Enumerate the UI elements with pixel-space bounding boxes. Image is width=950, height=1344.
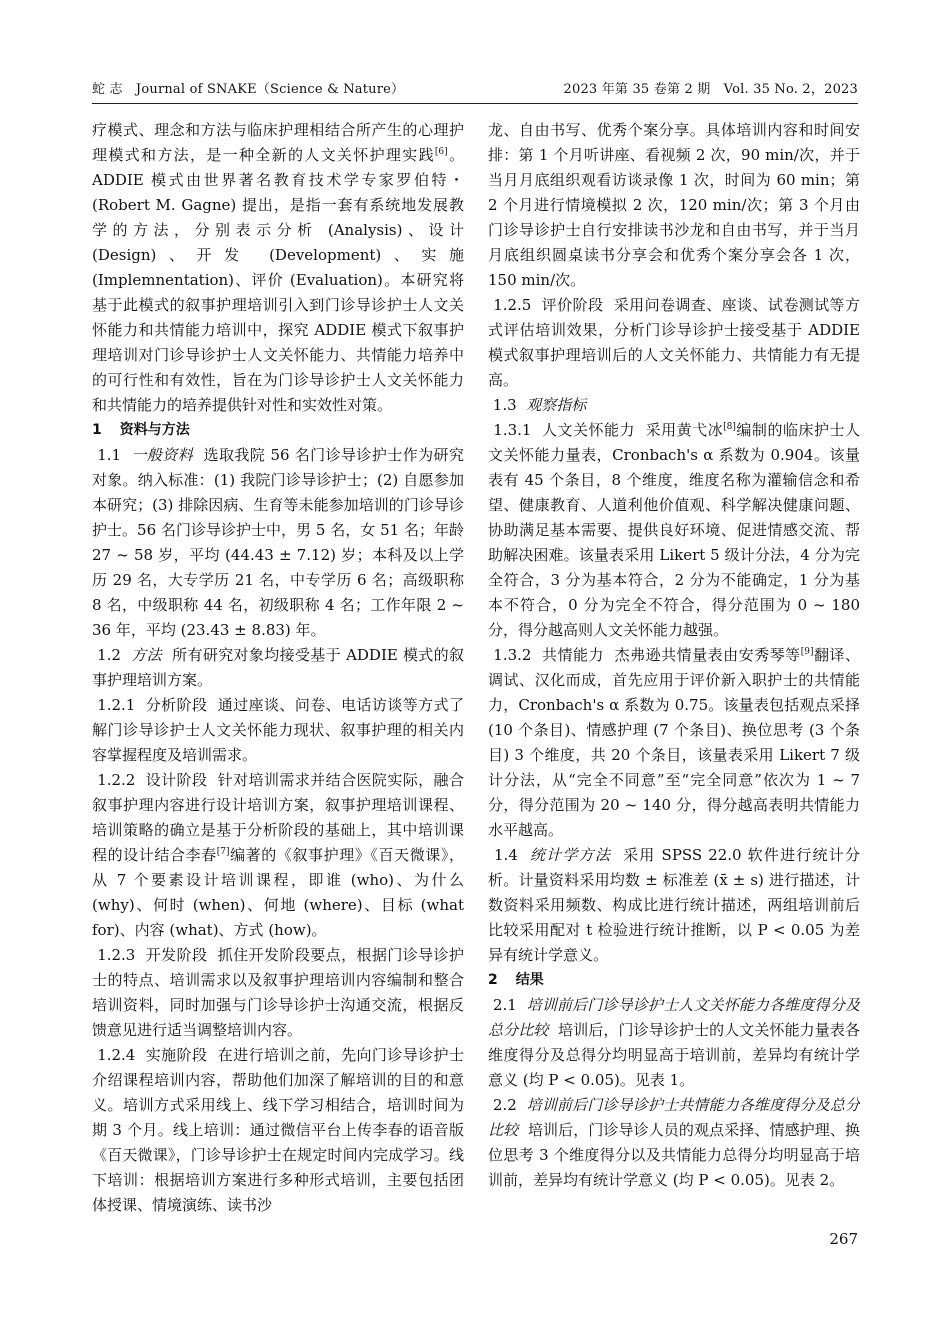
section-1-3-2: 1.3.2 共情能力 杰弗逊共情量表由安秀琴等[9]翻译、调试、汉化而成，首先应用于评价新入职护士的共情能力，Cronbach's α 系数为 0.75。该量表包括观点采择 (10 个条目)、情感护理 (7 个条目)、换位思考 (3 个条目) 3 个维度，共 20 个条目，该量表采用 Likert 7 级计分法，从“完全不同意”至“完全同意”依次为 1 ~ 7 分，得分范围为 20 ~ 140 分，得分越高表明共情能力水平越高。 — [488, 646, 860, 839]
journal-title: 蛇 志 Journal of SNAKE（Science & Nature） — [92, 82, 405, 97]
section-heading-1: 1 资料与方法 — [92, 422, 190, 438]
section-1-2-2: 1.2.2 设计阶段 针对培训需求并结合医院实际，融合叙事护理内容进行设计培训方案，叙事护理培训课程、培训策略的确立是基于分析阶段的基础上，其中培训课程的设计结合李春[7]编著的《叙事护理》《百天微课》，从 7 个要素设计培训课程，即谁 (who)、为什么 (why)、何时 (when)、何地 (where)、目标 (what for)、内容 (what)、方式 (how)。 — [92, 771, 464, 939]
paragraph: 疗模式、理念和方法与临床护理相结合所产生的心理护理模式和方法，是一种全新的人文关怀护理实践[6]。ADDIE 模式由世界著名教育技术学专家罗伯特・(Robert M. Gagne) 提出，是指一套有系统地发展教学的方法，分别表示分析 (Analysis)、设计 (Design)、开发 (Development)、实施 (Implemnentation)、评价 (Evaluation)。本研究将基于此模式的叙事护理培训引入到门诊导诊护士人文关怀能力和共情能力培训中，探究 ADDIE 模式下叙事护理培训对门诊导诊护士人文关怀能力、共情能力培养中的可行性和有效性，旨在为门诊导诊护士人文关怀能力和共情能力的培养提供针对性和实效性对策。 — [92, 121, 464, 414]
section-1-2: 1.2 方法 所有研究对象均接受基于 ADDIE 模式的叙事护理培训方案。 — [92, 646, 464, 689]
citation: [9] — [800, 647, 814, 657]
left-column — [92, 118, 464, 1218]
page-number: 267 — [829, 1230, 858, 1248]
section-2-1: 2.1 培训前后门诊导诊护士人文关怀能力各维度得分及总分比较 培训后，门诊导诊护士的人文关怀能力量表各维度得分及总得分均明显高于培训前，差异均有统计学意义 (均 P < 0.05)。见表 1。 — [488, 996, 860, 1089]
section-2-2: 2.2 培训前后门诊导诊护士共情能力各维度得分及总分比较 培训后，门诊导诊人员的观点采择、情感护理、换位思考 3 个维度得分以及共情能力总得分均明显高于培训前，差异均有统计学意义 (均 P < 0.05)。见表 2。 — [488, 1096, 860, 1189]
citation: [6] — [434, 147, 448, 157]
section-1-3: 1.3 观察指标 — [492, 396, 587, 414]
running-header — [92, 78, 858, 100]
section-1-1: 1.1 一般资料 选取我院 56 名门诊导诊护士作为研究对象。纳入标准：(1) 我院门诊导诊护士；(2) 自愿参加本研究；(3) 排除因病、生育等未能参加培训的门诊导诊护士。56 名门诊导诊护士中，男 5 名，女 51 名；年龄 27 ~ 58 岁，平均 (44.43 ± 7.12) 岁；本科及以上学历 29 名，大专学历 21 名，中专学历 6 名；高级职称 8 名，中级职称 44 名，初级职称 4 名；工作年限 2 ~ 36 年，平均 (23.43 ± 8.83) 年。 — [92, 446, 464, 639]
section-1-3-1: 1.3.1 人文关怀能力 采用黄弋冰[8]编制的临床护士人文关怀能力量表，Cronbach's α 系数为 0.904。该量表有 45 个条目，8 个维度，维度名称为灌输信念和希望、健康教育、人道利他价值观、科学解决健康问题、协助满足基本需要、提供良好环境、促进情感交流、帮助解决困难。该量表采用 Likert 5 级计分法，4 分为完全符合，3 分为基本符合，2 分为不能确定，1 分为基本不符合，0 分为完全不符合，得分范围为 0 ~ 180 分，得分越高则人文关怀能力越强。 — [488, 421, 860, 639]
citation: [7] — [216, 847, 230, 857]
section-heading-2: 2 结果 — [488, 972, 544, 988]
right-column — [488, 118, 860, 1193]
section-1-2-3: 1.2.3 开发阶段 抓住开发阶段要点，根据门诊导诊护士的特点、培训需求以及叙事护理培训内容编制和整合培训资料，同时加强与门诊导诊护士沟通交流，根据反馈意见进行适当调整培训内容。 — [92, 946, 464, 1039]
header-rule — [92, 103, 858, 104]
paragraph: 龙、自由书写、优秀个案分享。具体培训内容和时间安排：第 1 个月听讲座、看视频 2 次，90 min/次，并于当月月底组织观看访谈录像 1 次，时间为 60 min；第 2 个月进行情境模拟 2 次，120 min/次；第 3 个月由门诊导诊护士自行安排读书沙龙和自由书写，并于当月月底组织圆桌读书分享会和优秀个案分享会各 1 次，150 min/次。 — [488, 121, 860, 289]
section-1-4: 1.4 统计学方法 采用 SPSS 22.0 软件进行统计分析。计量资料采用均数 ± 标准差 (x̄ ± s) 进行描述，计数资料采用频数、构成比进行统计描述，两组培训前后比较采用配对 t 检验进行统计推断，以 P < 0.05 为差异有统计学意义。 — [488, 846, 860, 964]
section-1-2-4: 1.2.4 实施阶段 在进行培训之前，先向门诊导诊护士介绍课程培训内容，帮助他们加深了解培训的目的和意义。培训方式采用线上、线下学习相结合，培训时间为期 3 个月。线上培训：通过微信平台上传李春的语音版《百天微课》，门诊导诊护士在规定时间内完成学习。线下培训：根据培训方案进行多种形式培训，主要包括团体授课、情境演练、读书沙 — [92, 1046, 464, 1214]
section-1-2-1: 1.2.1 分析阶段 通过座谈、问卷、电话访谈等方式了解门诊导诊护士人文关怀能力现状、叙事护理的相关内容掌握程度及培训需求。 — [92, 696, 464, 764]
citation: [8] — [723, 422, 736, 432]
issue-info: 2023 年第 35 卷第 2 期 Vol. 35 No. 2，2023 — [563, 82, 858, 97]
section-1-2-5: 1.2.5 评价阶段 采用问卷调查、座谈、试卷测试等方式评估培训效果，分析门诊导诊护士接受基于 ADDIE 模式叙事护理培训后的人文关怀能力、共情能力有无提高。 — [488, 296, 860, 389]
